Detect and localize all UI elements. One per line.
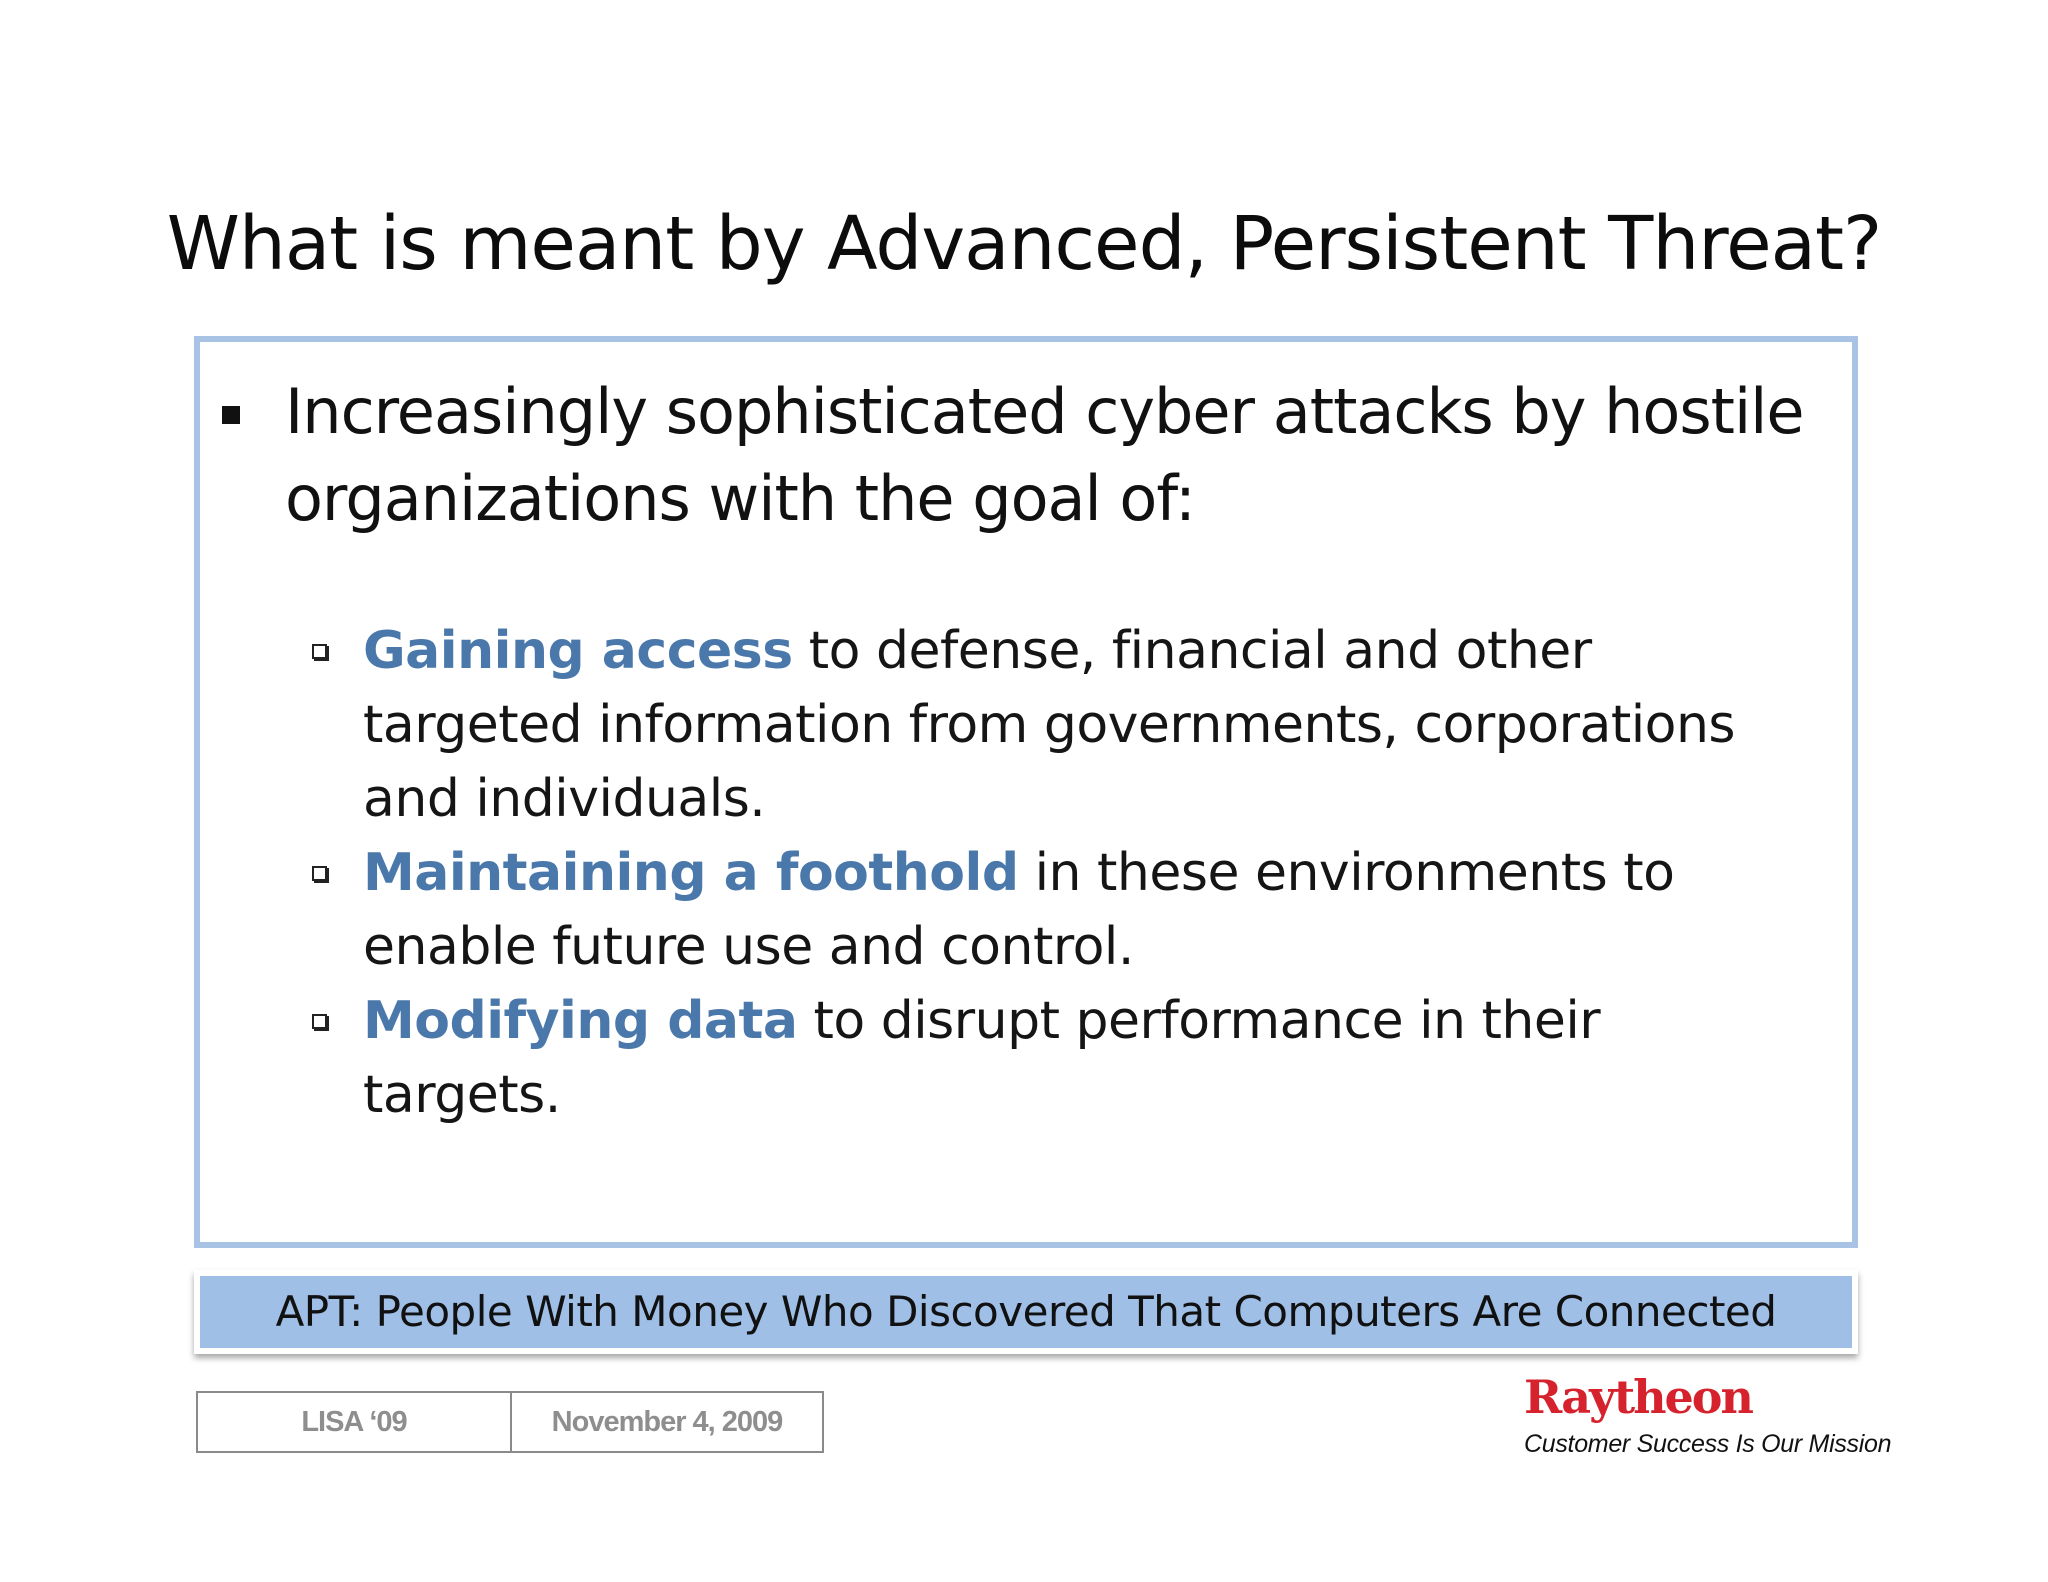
sub-bullet-item [310, 984, 1810, 1132]
sub-bullet-highlight: Gaining access [363, 621, 793, 681]
content-box [194, 336, 1858, 1248]
sub-bullet-list [310, 614, 1810, 1132]
footer-date: November 4, 2009 [510, 1393, 822, 1451]
brand-tagline: Customer Success Is Our Mission [1524, 1430, 1892, 1458]
sub-bullet-text: to defense, financial and other targeted information from governments, corporations and individuals. [363, 621, 1736, 829]
sub-bullet-item [310, 614, 1810, 836]
sub-bullet-text: to disrupt performance in their targets. [363, 991, 1601, 1125]
footer-info-table [196, 1391, 824, 1453]
sub-bullet-highlight: Maintaining a foothold [363, 843, 1019, 903]
checkbox-bullet-icon [312, 866, 327, 881]
sub-bullet-text: in these environments to enable future use and control. [363, 843, 1675, 977]
checkbox-bullet-icon [312, 1014, 327, 1029]
sub-bullet-item [310, 836, 1810, 984]
sub-bullet-highlight: Modifying data [363, 991, 798, 1051]
raytheon-logo: Raytheon [1524, 1370, 1752, 1424]
square-bullet-icon [222, 406, 240, 424]
apt-banner: APT: People With Money Who Discovered That Computers Are Connected [194, 1270, 1858, 1354]
main-bullet-text: Increasingly sophisticated cyber attacks by hostile organizations with the goal of: [285, 375, 1804, 535]
checkbox-bullet-icon [312, 644, 327, 659]
footer-event: LISA ‘09 [301, 1406, 407, 1438]
slide-title: What is meant by Advanced, Persistent Threat? [166, 201, 1882, 287]
